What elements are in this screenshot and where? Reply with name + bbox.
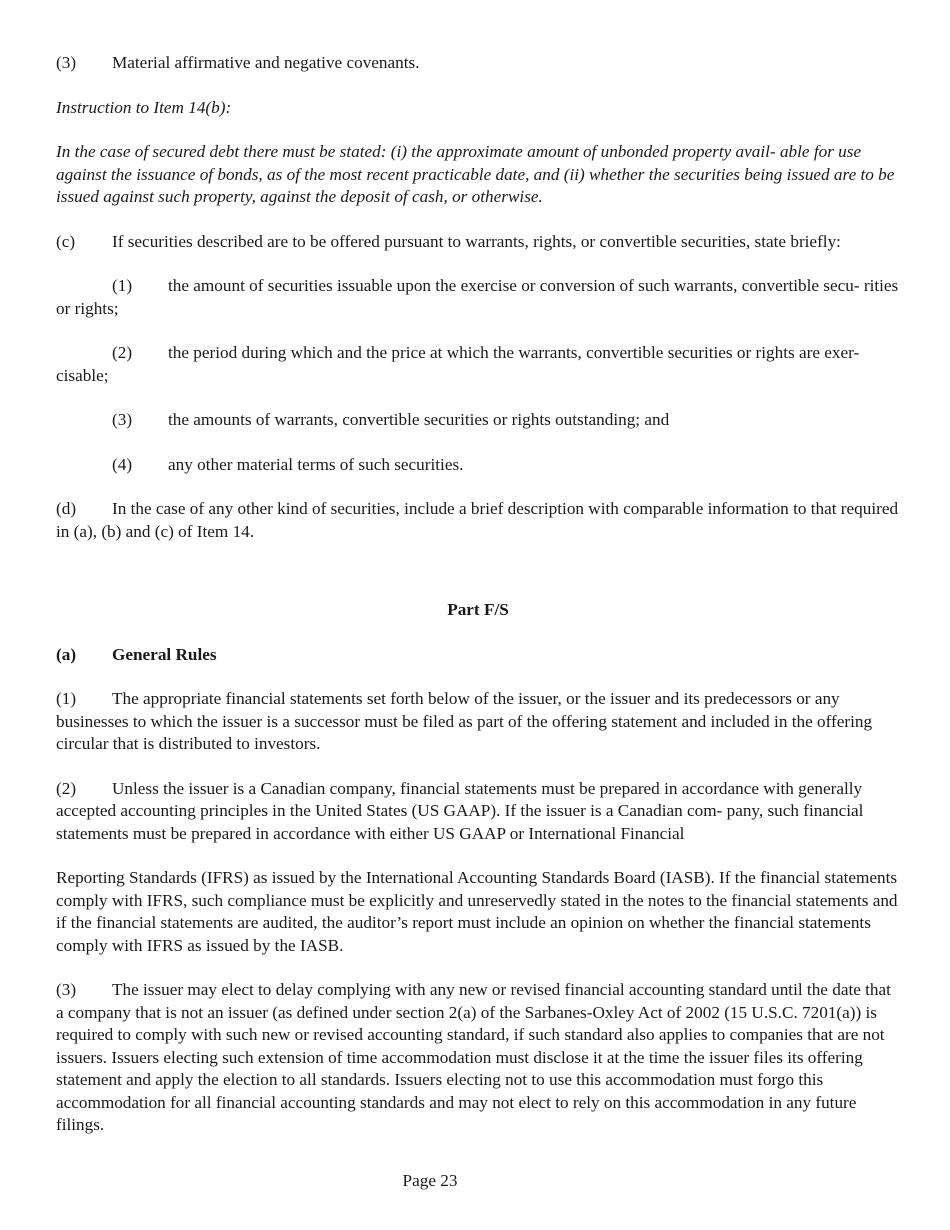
item-14c-subitem-2 — [56, 342, 900, 387]
item-14c-subitem-1-text: the amount of securities issuable upon the exercise or conversion of such warrants, convertible secu- rities or rights; — [56, 276, 899, 318]
item-14c-subitem-3 — [56, 409, 900, 432]
section-a-number: (a) — [56, 644, 77, 664]
general-rule-2-text: Unless the issuer is a Canadian company, financial statements must be prepared in accordance with generally accepted accounting principles in the United States (US GAAP). If the issuer is a Canadian com- pany, such financial statements must be prepared in accordance with either US GAAP or International Financial — [56, 778, 864, 843]
item-14c-subitem-2-text: the period during which and the price at which the warrants, convertible securities or rights are exer- cisable; — [56, 343, 860, 385]
general-rule-1-text: The appropriate financial statements set forth below of the issuer, or the issuer and its predecessors or any businesses to which the issuer is a successor must be filed as part of the offering statement and included in the offering circular that is distributed to investors. — [56, 689, 873, 753]
general-rule-3 — [56, 979, 900, 1137]
item-14b-point-3 — [56, 52, 900, 75]
general-rule-2 — [56, 778, 900, 846]
item-14c-subitem-3-number: (3) — [112, 410, 133, 429]
document-page — [56, 52, 900, 1159]
instruction-title: Instruction to Item 14(b): — [56, 97, 232, 117]
item-14d-text: In the case of any other kind of securities, include a brief description with comparable information to that required in (a), (b) and (c) of Item 14. — [56, 499, 899, 541]
page-number: Page 23 — [402, 1171, 458, 1190]
item-14c-subitem-1-number: (1) — [112, 276, 133, 295]
general-rule-1 — [56, 688, 900, 756]
item-14c-subitem-4-number: (4) — [112, 454, 133, 474]
item-14c-subitem-1 — [56, 275, 900, 320]
instruction-text: In the case of secured debt there must be stated: (i) the approximate amount of unbonded property avail- able for use against the issuance of bonds, as of the most recent practicable date, and (ii) whether the securities being issued are to be issued against such property, against the deposit of cash, or otherwise. — [56, 142, 895, 206]
item-14c — [56, 231, 900, 254]
item-14c-subitem-2-number: (2) — [112, 343, 133, 362]
item-14d — [56, 498, 900, 543]
item-14c-number: (c) — [56, 231, 76, 251]
item-14b-point-3-number: (3) — [56, 53, 77, 72]
section-a-title: General Rules — [112, 644, 217, 664]
general-rule-3-number: (3) — [56, 980, 77, 999]
general-rule-2-number: (2) — [56, 778, 77, 798]
section-a-heading — [56, 644, 900, 667]
item-14c-subitem-4 — [56, 454, 900, 477]
general-rule-3-text: The issuer may elect to delay complying with any new or revised financial accounting standard until the date that a company that is not an issuer (as defined under section 2(a) of the Sarbanes-Oxley Act of 2002 (15 U.S.C. 7201(a)) is required to comply with such new or revised accounting standard, if such standard also applies to companies that are not issuers. Issuers electing such extension of time accommodation must disclose it at the time the issuer files its offering statement and apply the election to all standards. Issuers electing not to use this accommodation must forgo this accommodation for all financial accounting standards and may not elect to rely on this accommodation in any future filings. — [56, 980, 891, 1134]
general-rule-2-continuation: Reporting Standards (IFRS) as issued by the International Accounting Standards Board (IASB). If the financial statements comply with IFRS, such compliance must be explicitly and unreservedly stated in the notes to the financial statements and if the financial statements are audited, the auditor’s report must include an opinion on whether the financial statements comply with IFRS as issued by the IASB. — [56, 868, 898, 955]
item-14c-subitem-3-text: the amounts of warrants, convertible securities or rights outstanding; and — [168, 410, 670, 429]
item-14c-subitem-4-text: any other material terms of such securities. — [168, 454, 464, 474]
general-rule-1-number: (1) — [56, 689, 77, 708]
part-fs-heading: Part F/S — [447, 600, 509, 619]
item-14b-point-3-text: Material affirmative and negative covenants. — [112, 53, 420, 72]
item-14d-number: (d) — [56, 499, 77, 518]
item-14c-text: If securities described are to be offered pursuant to warrants, rights, or convertible securities, state briefly: — [112, 231, 841, 251]
